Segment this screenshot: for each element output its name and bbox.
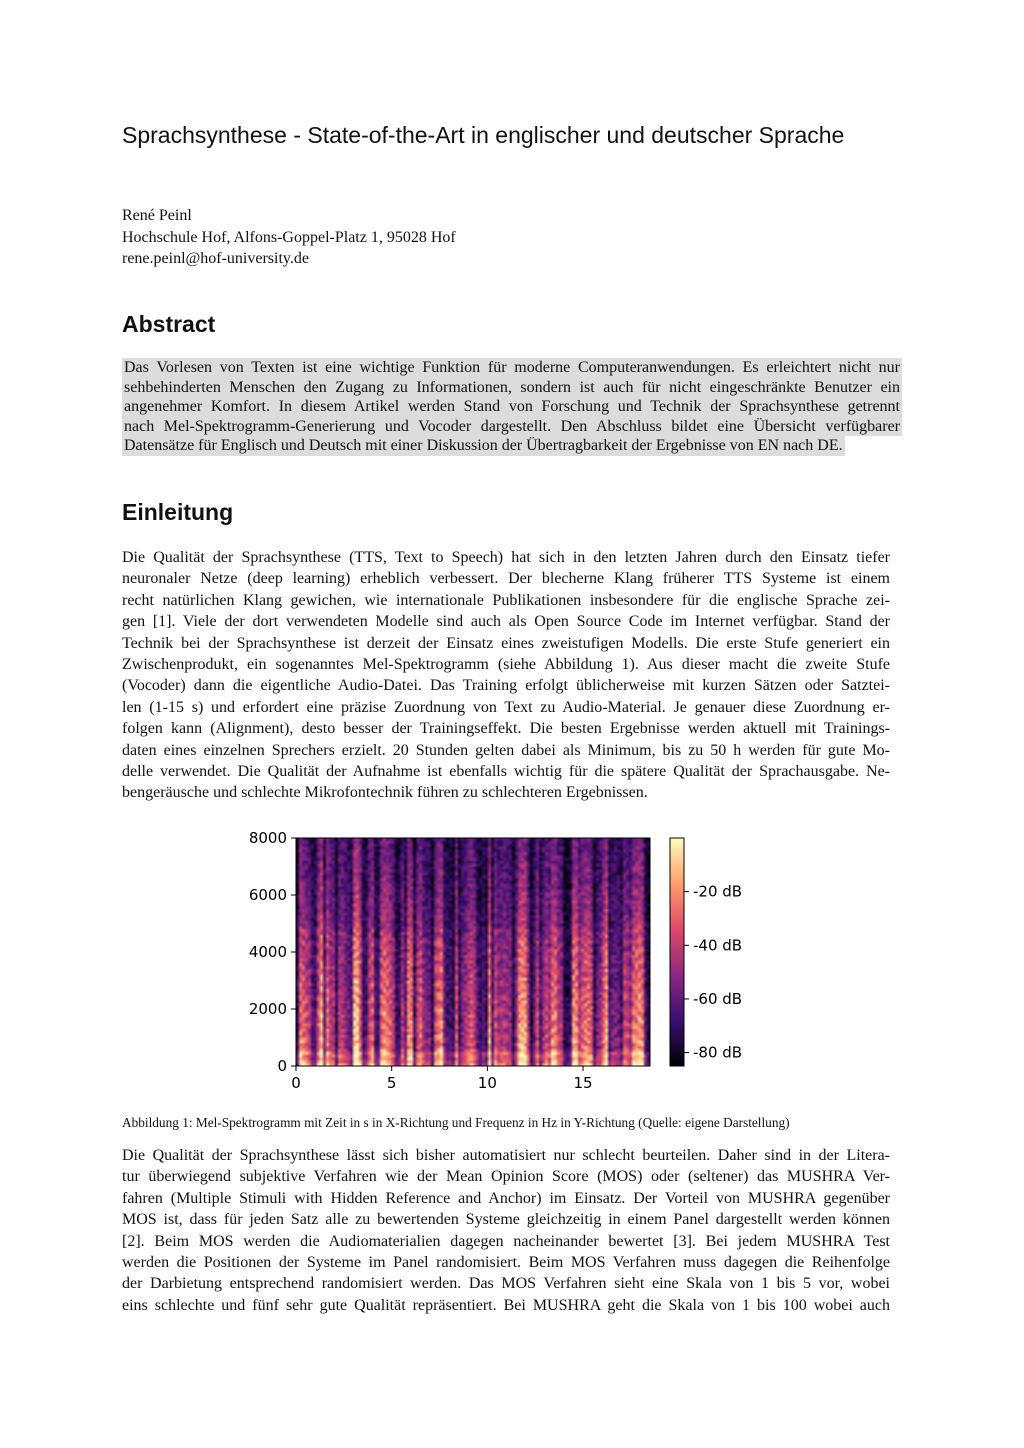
spectrogram-chart xyxy=(230,822,770,1102)
text-line: fahren (Multiple Stimuli with Hidden Reference and Anchor) im Einsatz. Der Vorteil von MUSHRA gegenüber xyxy=(122,1189,890,1207)
abstract-line: Datensätze für Englisch und Deutsch mit einer Diskussion der Übertragbarkeit der Ergebnisse von EN nach DE. xyxy=(124,437,843,455)
paper-title: Sprachsynthese - State-of-the-Art in englischer und deutscher Sprache xyxy=(122,122,845,148)
author-block xyxy=(122,205,456,270)
author-affiliation: Hochschule Hof, Alfons-Goppel-Platz 1, 95028 Hof xyxy=(122,228,456,246)
colorbar-tick-label: -80 dB xyxy=(693,1043,743,1062)
text-line: Zwischenprodukt, ein sogenanntes Mel-Spektrogramm (siehe Abbildung 1). Aus dieser macht die zweite Stufe xyxy=(122,656,890,674)
colorbar-tick-label: -40 dB xyxy=(693,936,743,955)
x-tick-label: 15 xyxy=(573,1074,593,1092)
x-axis xyxy=(291,1066,592,1092)
abstract-line: angenehmer Komfort. In diesem Artikel werden Stand von Forschung und Technik der Sprachsynthese getrennt xyxy=(124,398,900,416)
y-tick-label: 2000 xyxy=(248,1000,287,1018)
text-line: gen [1]. Viele der dort verwendeten Modelle sind auch als Open Source Code im Internet verfügbar. Stand der xyxy=(122,613,890,631)
text-line: (Vocoder) dann die eigentliche Audio-Datei. Das Training erfolgt üblicherweise mit kurzen Sätzen oder Satztei- xyxy=(122,677,890,695)
text-line: Technik bei der Sprachsynthese ist derzeit der Einsatz eines zweistufigen Modells. Die erste Stufe generiert ein xyxy=(122,634,890,652)
abstract-line: nach Mel-Spektrogramm-Generierung und Vocoder dargestellt. Den Abschluss bildet eine Übersicht verfügbarer xyxy=(124,417,900,435)
text-line: MOS ist, dass für jeden Satz alle zu bewertenden Systeme gleichzeitig in einem Panel dargestellt werden können xyxy=(122,1211,890,1229)
text-line: neuronaler Netze (deep learning) erheblich verbessert. Der blecherne Klang früherer TTS Systeme ist einem xyxy=(122,570,890,588)
text-line: Die Qualität der Sprachsynthese lässt sich bisher automatisiert nur schlecht beurteilen. Daher sind in der Litera- xyxy=(122,1147,890,1164)
spectrogram-figure xyxy=(230,822,770,1102)
y-axis xyxy=(249,829,296,1075)
text-line: werden die Positionen der Systeme im Panel randomisiert. Beim MOS Verfahren muss dagegen die Reihenfolge xyxy=(122,1254,890,1272)
abstract-line: sehbehinderten Menschen den Zugang zu Informationen, sondern ist auch für nicht eingeschränkte Benutzer ein xyxy=(124,378,900,396)
colorbar xyxy=(670,838,684,1066)
colorbar-tick-label: -20 dB xyxy=(693,882,743,901)
text-line: folgen kann (Alignment), desto besser der Trainingseffekt. Die besten Ergebnisse werden aktuell mit Trainings- xyxy=(122,720,890,738)
text-line: daten eines einzelnen Sprechers erzielt. 20 Stunden gelten dabei als Minimum, bis zu 50 h werden für gute Mo- xyxy=(122,741,890,759)
text-line: delle verwendet. Die Qualität der Aufnahme ist ebenfalls wichtig für die spätere Qualität der Sprachausgabe. Ne- xyxy=(122,763,890,781)
text-line: Die Qualität der Sprachsynthese (TTS, Text to Speech) hat sich in den letzten Jahren durch den Einsatz tiefer xyxy=(122,549,890,566)
colorbar-axis xyxy=(684,883,742,1062)
x-tick-label: 5 xyxy=(386,1074,397,1092)
figure-caption: Abbildung 1: Mel-Spektrogramm mit Zeit in s in X-Richtung und Frequenz in Hz in Y-Richtung (Quelle: eigene Darstellung) xyxy=(122,1115,790,1130)
spectrogram-heatmap xyxy=(296,838,650,1066)
text-line: tur überwiegend subjektive Verfahren wie der Mean Opinion Score (MOS) oder (seltener) das MUSHRA Ver- xyxy=(122,1168,890,1186)
author-email: rene.peinl@hof-university.de xyxy=(122,250,309,267)
y-tick-label: 8000 xyxy=(248,829,287,847)
x-tick-label: 0 xyxy=(291,1074,301,1092)
x-tick-label: 10 xyxy=(477,1074,497,1092)
author-name: René Peinl xyxy=(122,207,192,224)
text-line: recht natürlichen Klang gewichen, wie internationale Publikationen insbesondere für die englische Sprache zei- xyxy=(122,591,890,609)
text-line: der Darbietung entsprechend randomisiert werden. Das MOS Verfahren sieht eine Skala von 1 bis 5 vor, wobei xyxy=(122,1275,890,1293)
abstract-text xyxy=(122,358,902,456)
y-tick-label: 0 xyxy=(277,1057,287,1075)
y-tick-label: 6000 xyxy=(248,886,287,904)
text-line: len (1-15 s) und erfordert eine präzise Zuordnung von Text zu Audio-Material. Je genauer diese Zuordnung er- xyxy=(122,698,890,716)
y-tick-label: 4000 xyxy=(248,943,287,961)
introduction-paragraph-1 xyxy=(122,547,890,804)
colorbar-tick-label: -60 dB xyxy=(693,989,743,1008)
text-line: bengeräusche und schlechte Mikrofontechnik führen zu schlechteren Ergebnissen. xyxy=(122,784,648,802)
abstract-line: Das Vorlesen von Texten ist eine wichtige Funktion für moderne Computeranwendungen. Es erleichtert nicht nur xyxy=(124,359,900,376)
introduction-paragraph-2 xyxy=(122,1145,890,1316)
spectrogram-image xyxy=(296,838,650,1066)
text-line: [2]. Beim MOS werden die Audiomaterialien dagegen nacheinander bewertet [3]. Bei jedem MUSHRA Test xyxy=(122,1232,890,1250)
text-line: eins schlechte und fünf sehr gute Qualität repräsentiert. Bei MUSHRA geht die Skala von 1 bis 100 wobei auch xyxy=(122,1296,890,1314)
abstract-heading: Abstract xyxy=(122,311,216,337)
introduction-heading: Einleitung xyxy=(122,499,234,525)
